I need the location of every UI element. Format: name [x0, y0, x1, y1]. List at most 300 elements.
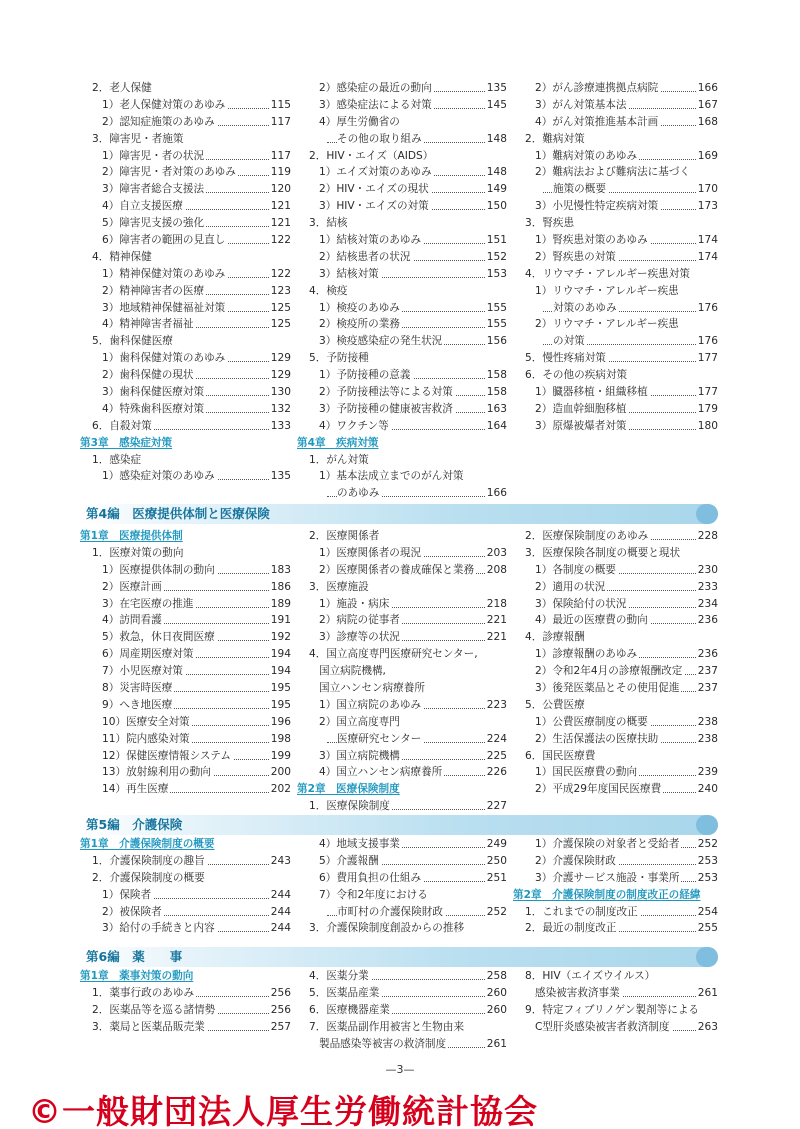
entry-title: 1．薬事行政のあゆみ	[92, 986, 195, 999]
toc-entry[interactable]	[297, 629, 507, 646]
entry-title: 8．HIV（エイズウイルス）	[525, 970, 656, 982]
entry-title: 6）費用負担の仕組み	[319, 871, 422, 884]
toc-column	[297, 836, 507, 937]
toc-entry[interactable]	[80, 300, 291, 317]
toc-entry[interactable]	[297, 181, 507, 198]
entry-title: 9．特定フィブリノゲン製剤等による	[525, 1003, 700, 1016]
entry-title: 3）原爆被爆者対策	[535, 419, 627, 432]
entry-title: 1）結核対策のあゆみ	[319, 234, 422, 247]
part-title: 第5編 介護保険	[86, 817, 183, 832]
toc-entry[interactable]	[80, 887, 291, 904]
toc-entry[interactable]	[513, 300, 718, 317]
toc-entry[interactable]	[297, 968, 507, 985]
toc-entry[interactable]	[297, 920, 507, 937]
toc-entry[interactable]	[297, 836, 507, 853]
toc-entry[interactable]	[80, 418, 291, 435]
toc-entry[interactable]	[513, 333, 718, 350]
toc-entry[interactable]	[513, 579, 718, 596]
entry-title: 2）HIV・エイズの現状	[319, 183, 429, 196]
chapter-heading[interactable]	[80, 968, 291, 985]
entry-page-number: 252	[696, 836, 718, 853]
toc-entry[interactable]	[80, 1002, 291, 1019]
entry-page-number: 256	[269, 985, 291, 1002]
entry-title: 4）精神障害者福祉	[102, 318, 194, 331]
toc-entry[interactable]	[80, 562, 291, 579]
entry-title: 第4章 疾病対策	[297, 436, 379, 449]
entry-page-number: 244	[269, 887, 291, 904]
toc-entry[interactable]	[513, 1002, 718, 1019]
toc-entry[interactable]	[80, 114, 291, 131]
entry-page-number: 223	[485, 697, 507, 714]
entry-page-number: 122	[269, 232, 291, 249]
part-banner	[80, 504, 718, 524]
toc-entry[interactable]	[297, 545, 507, 562]
entry-title: 感染被害救済事業	[535, 986, 620, 999]
entry-title: 2．医療関係者	[309, 530, 380, 542]
entry-page-number: 135	[485, 80, 507, 97]
entry-title: 1）エイズ対策のあゆみ	[319, 166, 432, 179]
entry-title: 6．自殺対策	[92, 419, 152, 432]
toc-entry[interactable]	[80, 266, 291, 283]
toc-entry[interactable]	[297, 418, 507, 435]
toc-entry[interactable]	[513, 198, 718, 215]
toc-entry[interactable]	[297, 714, 507, 731]
entry-page-number: 199	[269, 748, 291, 765]
toc-column	[80, 968, 291, 1036]
chapter-heading[interactable]	[297, 435, 507, 452]
toc-entry[interactable]	[513, 181, 718, 198]
toc-entry[interactable]	[513, 418, 718, 435]
copyright-notice: ©一般財団法人厚生労働統計協会	[28, 1092, 538, 1129]
toc-entry[interactable]	[513, 367, 718, 384]
entry-page-number: 224	[485, 731, 507, 748]
toc-entry[interactable]	[513, 215, 718, 232]
entry-title: 施策の概要	[553, 183, 606, 196]
entry-title: 4．リウマチ・アレルギー疾患対策	[525, 267, 690, 280]
entry-title: 3）歯科保健医療対策	[102, 386, 205, 399]
entry-title: 1）障害児・者の状況	[102, 149, 205, 162]
toc-entry[interactable]	[513, 781, 718, 798]
toc-entry[interactable]	[513, 232, 718, 249]
toc-column	[80, 80, 291, 485]
entry-title: 1）介護保険の対象者と受給者	[535, 838, 680, 850]
toc-entry[interactable]	[297, 367, 507, 384]
toc-entry[interactable]	[297, 870, 507, 887]
toc-entry[interactable]	[80, 579, 291, 596]
entry-title: 3）保険給付の状況	[535, 597, 627, 610]
entry-page-number: 240	[696, 781, 718, 798]
entry-page-number: 218	[485, 596, 507, 613]
entry-title: 5）介護報酬	[319, 854, 379, 867]
toc-entry[interactable]	[80, 612, 291, 629]
entry-title: 3）介護サービス施設・事業所	[535, 871, 680, 884]
entry-title: 4．検疫	[309, 284, 348, 297]
entry-page-number: 173	[696, 198, 718, 215]
entry-title: 4．医薬分業	[309, 970, 369, 982]
toc-entry[interactable]	[513, 836, 718, 853]
toc-entry[interactable]	[80, 249, 291, 266]
toc-entry[interactable]	[297, 528, 507, 545]
entry-title: 6）障害者の範囲の見直し	[102, 234, 226, 247]
toc-entry[interactable]	[513, 680, 718, 697]
toc-entry[interactable]	[297, 579, 507, 596]
entry-title: 6．国民医療費	[525, 749, 596, 762]
toc-entry[interactable]	[297, 232, 507, 249]
toc-entry[interactable]	[297, 680, 507, 697]
entry-title: 2）腎疾患の対策	[535, 250, 616, 263]
entry-page-number: 203	[485, 545, 507, 562]
toc-entry[interactable]	[297, 452, 507, 469]
entry-page-number: 117	[269, 114, 291, 131]
entry-page-number: 132	[269, 401, 291, 418]
entry-title: 1）感染症対策のあゆみ	[102, 470, 215, 483]
toc-entry[interactable]	[80, 764, 291, 781]
toc-entry[interactable]	[513, 853, 718, 870]
entry-title: 1）基本法成立までのがん対策	[319, 470, 464, 483]
banner-cap	[696, 504, 718, 524]
entry-title: 1）老人保健対策のあゆみ	[102, 98, 226, 111]
entry-page-number: 174	[696, 249, 718, 266]
toc-entry[interactable]	[80, 215, 291, 232]
entry-title: 11）院内感染対策	[102, 732, 190, 745]
entry-title: 2．医療保険制度のあゆみ	[525, 530, 649, 542]
entry-page-number: 168	[696, 114, 718, 131]
toc-entry[interactable]	[297, 316, 507, 333]
toc-entry[interactable]	[80, 781, 291, 798]
entry-title: 2．難病対策	[525, 132, 585, 145]
toc-entry[interactable]	[297, 468, 507, 485]
toc-entry[interactable]	[80, 181, 291, 198]
entry-title: 2）医療関係者の養成確保と業務	[319, 563, 475, 576]
toc-entry[interactable]	[297, 731, 507, 748]
toc-entry[interactable]	[80, 333, 291, 350]
entry-title: 医療研究センター	[337, 732, 422, 745]
entry-title: 2）難病法および難病法に基づく	[535, 166, 691, 179]
toc-entry[interactable]	[297, 266, 507, 283]
banner-cap	[696, 947, 718, 967]
entry-title: 1）腎疾患対策のあゆみ	[535, 234, 648, 247]
toc-entry[interactable]	[513, 80, 718, 97]
entry-title: 4）ワクチン等	[319, 419, 389, 432]
toc-entry[interactable]	[513, 249, 718, 266]
entry-title: 2．HIV・エイズ（AIDS）	[309, 149, 434, 162]
toc-entry[interactable]	[513, 904, 718, 921]
entry-title: 6）周産期医療対策	[102, 648, 194, 661]
toc-entry[interactable]	[513, 316, 718, 333]
toc-entry[interactable]	[297, 798, 507, 815]
entry-page-number: 236	[696, 646, 718, 663]
entry-title: 7）小児医療対策	[102, 665, 183, 678]
toc-entry[interactable]	[297, 131, 507, 148]
entry-title: 3．障害児・者施策	[92, 132, 184, 145]
entry-page-number: 263	[696, 1019, 718, 1036]
toc-entry[interactable]	[513, 266, 718, 283]
toc-entry[interactable]	[80, 646, 291, 663]
entry-title: 2）予防接種法等による対策	[319, 386, 453, 399]
toc-entry[interactable]	[297, 596, 507, 613]
entry-title: 2．老人保健	[92, 82, 152, 94]
entry-page-number: 194	[269, 646, 291, 663]
entry-title: 3）後発医薬品とその使用促進	[535, 682, 680, 695]
chapter-heading[interactable]	[297, 781, 507, 798]
entry-title: 2）リウマチ・アレルギー疾患	[535, 318, 679, 331]
toc-entry[interactable]	[80, 367, 291, 384]
entry-title: 2）結核患者の状況	[319, 250, 411, 263]
chapter-heading[interactable]	[80, 836, 291, 853]
toc-entry[interactable]	[80, 904, 291, 921]
entry-title: 国立病院機構,	[319, 665, 386, 678]
entry-title: 5．医薬品産業	[309, 986, 380, 999]
toc-entry[interactable]	[513, 697, 718, 714]
entry-page-number: 189	[269, 596, 291, 613]
toc-entry[interactable]	[297, 198, 507, 215]
toc-entry[interactable]	[513, 97, 718, 114]
entry-title: 1）各制度の概要	[535, 563, 616, 576]
toc-entry[interactable]	[80, 1019, 291, 1036]
toc-entry[interactable]	[513, 748, 718, 765]
entry-page-number: 166	[696, 80, 718, 97]
entry-title: 1．これまでの制度改正	[525, 905, 638, 918]
entry-page-number: 228	[696, 528, 718, 545]
entry-page-number: 152	[485, 249, 507, 266]
toc-entry[interactable]	[297, 904, 507, 921]
entry-title: 2）生活保護法の医療扶助	[535, 732, 659, 745]
toc-entry[interactable]	[80, 714, 291, 731]
toc-entry[interactable]	[297, 697, 507, 714]
entry-page-number: 249	[485, 836, 507, 853]
toc-column	[297, 968, 507, 1052]
toc-entry[interactable]	[80, 401, 291, 418]
entry-page-number: 156	[485, 333, 507, 350]
toc-entry[interactable]	[513, 985, 718, 1002]
toc-entry[interactable]	[80, 384, 291, 401]
toc-entry[interactable]	[297, 663, 507, 680]
toc-entry[interactable]	[297, 249, 507, 266]
toc-entry[interactable]	[297, 853, 507, 870]
entry-title: 1）医療提供体制の動向	[102, 563, 215, 576]
toc-entry[interactable]	[297, 1002, 507, 1019]
entry-page-number: 155	[485, 300, 507, 317]
entry-title: 3）国立病院機構	[319, 749, 400, 762]
entry-page-number: 225	[485, 748, 507, 765]
toc-entry[interactable]	[80, 350, 291, 367]
toc-entry[interactable]	[80, 80, 291, 97]
toc-entry[interactable]	[80, 198, 291, 215]
entry-title: 4．診療報酬	[525, 631, 585, 644]
entry-page-number: 254	[696, 904, 718, 921]
toc-entry[interactable]	[513, 968, 718, 985]
entry-title: 4）国立ハンセン病療養所	[319, 766, 443, 779]
toc-entry[interactable]	[297, 215, 507, 232]
entry-title: 2）検疫所の業務	[319, 318, 400, 331]
chapter-heading[interactable]	[80, 435, 291, 452]
toc-entry[interactable]	[80, 232, 291, 249]
toc-entry[interactable]	[513, 714, 718, 731]
entry-page-number: 256	[269, 1002, 291, 1019]
toc-entry[interactable]	[513, 114, 718, 131]
toc-entry[interactable]	[80, 680, 291, 697]
entry-title: 3）地域精神保健福祉対策	[102, 301, 226, 314]
entry-page-number: 253	[696, 870, 718, 887]
toc-entry[interactable]	[80, 748, 291, 765]
chapter-heading[interactable]	[513, 887, 718, 904]
toc-entry[interactable]	[297, 97, 507, 114]
entry-title: 13）放射線利用の動向	[102, 766, 211, 779]
entry-page-number: 253	[696, 853, 718, 870]
toc-column	[513, 528, 718, 798]
entry-title: 2）がん診療連携拠点病院	[535, 82, 659, 94]
toc-entry[interactable]	[513, 731, 718, 748]
toc-entry[interactable]	[297, 1036, 507, 1053]
toc-entry[interactable]	[513, 870, 718, 887]
toc-entry[interactable]	[297, 164, 507, 181]
toc-entry[interactable]	[80, 920, 291, 937]
entry-title: その他の取り組み	[337, 132, 422, 145]
entry-page-number: 236	[696, 612, 718, 629]
entry-page-number: 170	[696, 181, 718, 198]
entry-title: 1）国立病院のあゆみ	[319, 698, 422, 711]
entry-title: 第2章 介護保険制度の制度改正の経緯	[513, 888, 701, 901]
entry-page-number: 176	[696, 333, 718, 350]
entry-title: 2）感染症の最近の動向	[319, 82, 432, 94]
toc-entry[interactable]	[297, 283, 507, 300]
toc-entry[interactable]	[513, 612, 718, 629]
toc-entry[interactable]	[80, 316, 291, 333]
entry-title: 3）在宅医療の推進	[102, 597, 194, 610]
entry-page-number: 208	[485, 562, 507, 579]
entry-page-number: 243	[269, 853, 291, 870]
toc-entry[interactable]	[513, 401, 718, 418]
toc-entry[interactable]	[513, 283, 718, 300]
entry-title: 3）感染症法による対策	[319, 98, 432, 111]
entry-page-number: 133	[269, 418, 291, 435]
entry-page-number: 255	[696, 920, 718, 937]
toc-entry[interactable]	[513, 545, 718, 562]
entry-page-number: 176	[696, 300, 718, 317]
entry-page-number: 258	[485, 968, 507, 985]
toc-entry[interactable]	[513, 562, 718, 579]
entry-title: 2．医薬品等を巡る諸情勢	[92, 1003, 216, 1016]
toc-entry[interactable]	[297, 350, 507, 367]
chapter-heading[interactable]	[80, 528, 291, 545]
toc-entry[interactable]	[80, 985, 291, 1002]
toc-entry[interactable]	[513, 596, 718, 613]
toc-entry[interactable]	[297, 148, 507, 165]
entry-title: 1）臓器移植・組織移植	[535, 386, 648, 399]
toc-entry[interactable]	[297, 748, 507, 765]
toc-entry[interactable]	[297, 1019, 507, 1036]
toc-entry[interactable]	[297, 384, 507, 401]
entry-title: 4）特殊歯科医療対策	[102, 402, 205, 415]
entry-title: 3）診療等の状況	[319, 631, 400, 644]
entry-title: 1）予防接種の意義	[319, 369, 411, 382]
entry-title: 市町村の介護保険財政	[337, 905, 443, 918]
entry-title: 3）結核対策	[319, 267, 379, 280]
toc-entry[interactable]	[80, 452, 291, 469]
entry-page-number: 125	[269, 300, 291, 317]
toc-entry[interactable]	[80, 731, 291, 748]
entry-title: 4．国立高度専門医療研究センター,	[309, 648, 478, 661]
toc-entry[interactable]	[80, 853, 291, 870]
toc-entry[interactable]	[513, 350, 718, 367]
toc-entry[interactable]	[513, 629, 718, 646]
toc-entry[interactable]	[80, 148, 291, 165]
toc-entry[interactable]	[80, 283, 291, 300]
toc-column	[80, 836, 291, 937]
toc-entry[interactable]	[297, 985, 507, 1002]
toc-entry[interactable]	[513, 384, 718, 401]
toc-entry[interactable]	[513, 920, 718, 937]
entry-page-number: 195	[269, 697, 291, 714]
entry-page-number: 121	[269, 215, 291, 232]
toc-entry[interactable]	[297, 401, 507, 418]
entry-title: 3）HIV・エイズの対策	[319, 200, 429, 213]
entry-title: 5．歯科保健医療	[92, 335, 173, 348]
toc-entry[interactable]	[80, 468, 291, 485]
toc-entry[interactable]	[80, 697, 291, 714]
toc-entry[interactable]	[513, 131, 718, 148]
toc-entry[interactable]	[513, 646, 718, 663]
entry-title: 2．最近の制度改正	[525, 922, 617, 935]
toc-entry[interactable]	[80, 131, 291, 148]
entry-title: 2）精神障害者の医療	[102, 284, 205, 297]
entry-title: 2）造血幹細胞移植	[535, 402, 627, 415]
entry-title: 1）国民医療費の動向	[535, 766, 638, 779]
entry-title: 3．医療施設	[309, 580, 369, 593]
toc-entry[interactable]	[513, 164, 718, 181]
toc-entry[interactable]	[80, 663, 291, 680]
entry-title: 1）施設・病床	[319, 597, 390, 610]
toc-entry[interactable]	[297, 333, 507, 350]
toc-entry[interactable]	[297, 485, 507, 502]
entry-title: 1）歯科保健対策のあゆみ	[102, 352, 226, 365]
entry-title: 第3章 感染症対策	[80, 436, 173, 449]
toc-entry[interactable]	[80, 629, 291, 646]
toc-entry[interactable]	[297, 562, 507, 579]
toc-entry[interactable]	[297, 887, 507, 904]
entry-page-number: 125	[269, 316, 291, 333]
entry-page-number: 238	[696, 731, 718, 748]
toc-entry[interactable]	[80, 596, 291, 613]
entry-page-number: 257	[269, 1019, 291, 1036]
toc-entry[interactable]	[80, 870, 291, 887]
entry-title: 7．医薬品副作用被害と生物由来	[309, 1020, 465, 1033]
entry-page-number: 237	[696, 680, 718, 697]
toc-entry[interactable]	[80, 545, 291, 562]
entry-title: 第1章 医療提供体制	[80, 530, 183, 542]
entry-title: 2）令和2年4月の診療報酬改定	[535, 665, 683, 678]
toc-entry[interactable]	[297, 764, 507, 781]
entry-title: 1．がん対策	[309, 453, 369, 466]
toc-entry[interactable]	[513, 148, 718, 165]
toc-entry[interactable]	[513, 663, 718, 680]
toc-entry[interactable]	[297, 80, 507, 97]
entry-title: 2）障害児・者対策のあゆみ	[102, 166, 236, 179]
entry-page-number: 164	[485, 418, 507, 435]
toc-entry[interactable]	[80, 164, 291, 181]
entry-page-number: 148	[485, 164, 507, 181]
toc-entry[interactable]	[513, 764, 718, 781]
page-number: —3—	[385, 1063, 415, 1076]
toc-entry[interactable]	[297, 114, 507, 131]
entry-title: 2）認知症施策のあゆみ	[102, 115, 215, 128]
toc-entry[interactable]	[297, 646, 507, 663]
toc-entry[interactable]	[297, 612, 507, 629]
toc-entry[interactable]	[513, 528, 718, 545]
toc-entry[interactable]	[513, 1019, 718, 1036]
toc-entry[interactable]	[297, 300, 507, 317]
toc-entry[interactable]	[80, 97, 291, 114]
